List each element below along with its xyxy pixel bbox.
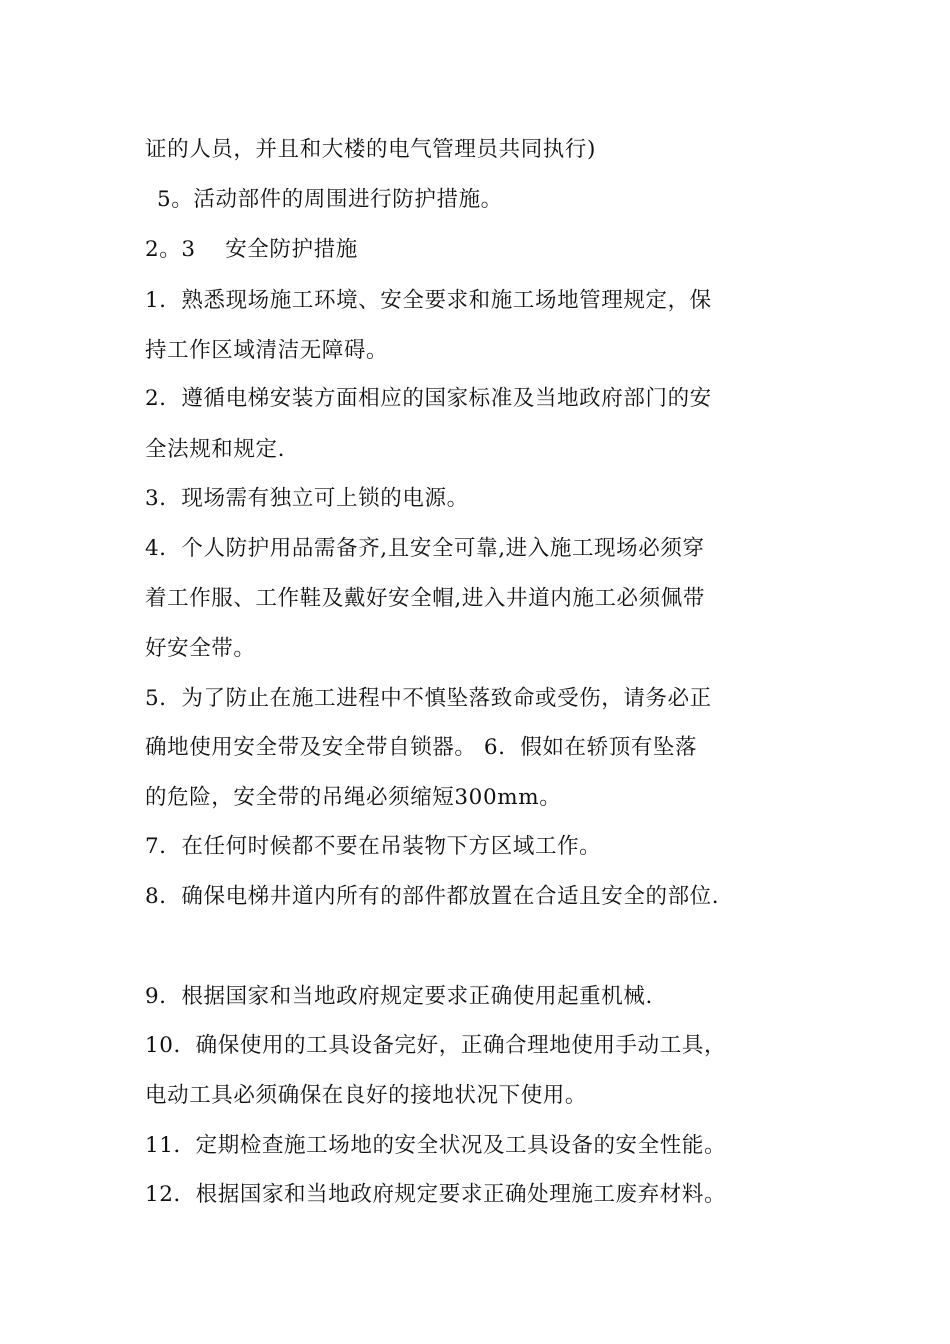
text-line: 3．现场需有独立可上锁的电源。 xyxy=(145,486,469,511)
text-line: 9．根据国家和当地政府规定要求正确使用起重机械. xyxy=(145,984,653,1009)
section-heading: 2。3 安全防护措施 xyxy=(145,237,358,262)
text-line: 2．遵循电梯安装方面相应的国家标准及当地政府部门的安 xyxy=(145,386,712,411)
text-line: 10．确保使用的工具设备完好，正确合理地使用手动工具， xyxy=(145,1033,727,1058)
text-line: 8．确保电梯井道内所有的部件都放置在合适且安全的部位. xyxy=(145,884,720,909)
text-line: 5。活动部件的周围进行防护措施。 xyxy=(157,187,503,212)
text-line: 电动工具必须确保在良好的接地状况下使用。 xyxy=(145,1083,588,1108)
text-line: 着工作服、工作鞋及戴好安全帽,进入井道内施工必须佩带 xyxy=(145,586,705,611)
text-line: 好安全带。 xyxy=(145,636,256,661)
text-line: 持工作区域清洁无障碍。 xyxy=(145,338,389,363)
text-line: 11．定期检查施工场地的安全状况及工具设备的安全性能。 xyxy=(145,1133,727,1158)
text-line: 5．为了防止在施工进程中不慎坠落致命或受伤，请务必正 xyxy=(145,686,712,711)
text-line: 的危险，安全带的吊绳必须缩短300mm。 xyxy=(145,785,562,810)
text-line: 证的人员，并且和大楼的电气管理员共同执行) xyxy=(145,137,596,162)
text-line: 7．在任何时候都不要在吊装物下方区域工作。 xyxy=(145,834,602,859)
text-line: 确地使用安全带及安全带自锁器。 6．假如在轿顶有坠落 xyxy=(145,735,698,760)
text-line: 12．根据国家和当地政府规定要求正确处理施工废弃材料。 xyxy=(145,1182,727,1207)
text-line: 1．熟悉现场施工环境、安全要求和施工场地管理规定，保 xyxy=(145,288,712,313)
text-line: 4．个人防护用品需备齐,且安全可靠,进入施工现场必须穿 xyxy=(145,536,705,561)
text-line: 全法规和规定. xyxy=(145,437,286,462)
